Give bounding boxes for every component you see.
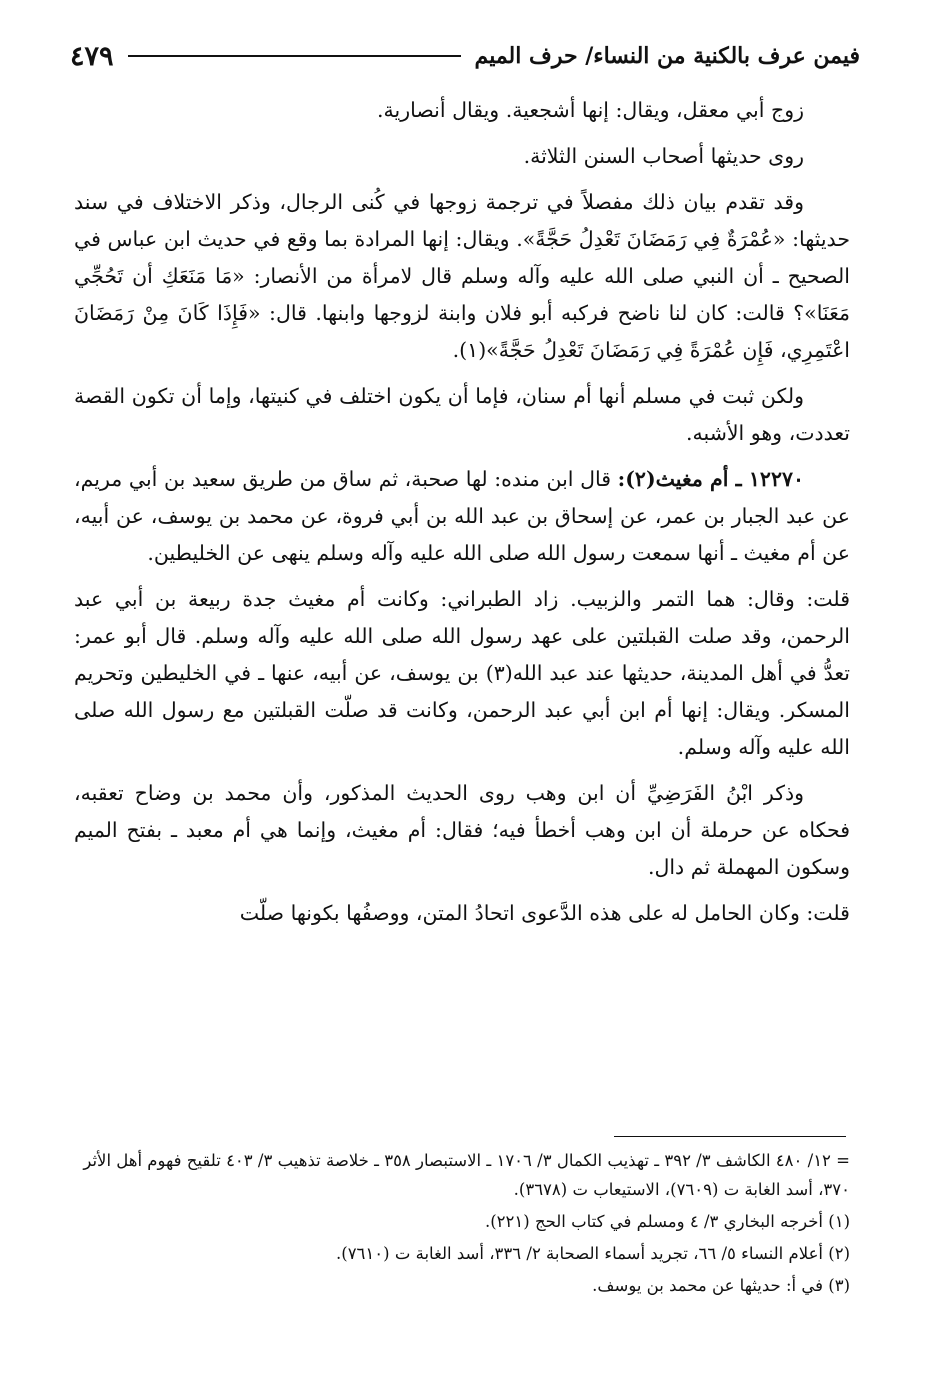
header-rule — [128, 55, 461, 57]
page-number: ٤٧٩ — [70, 40, 114, 72]
paragraph-7: وذكر ابْنُ الفَرَضِيِّ أن ابن وهب روى الحديث المذكور، وأن محمد بن وضاح تعقبه، فحكاه عن حرملة أن ابن وهب أخطأ فيه؛ فقال: أم مغيث، وإنما هي أم معبد ـ بفتح الميم وسكون المهملة ثم دال. — [74, 781, 850, 879]
entry-12270 — [74, 461, 850, 572]
footnote-separator — [614, 1136, 846, 1137]
entry-heading: ١٢٢٧٠ ـ أم مغيث(٢): — [617, 467, 804, 491]
footnote-3: (٣) في أ: حديثها عن محمد بن يوسف. — [592, 1276, 850, 1295]
paragraph-8: قلت: وكان الحامل له على هذه الدَّعوى اتحادُ المتن، ووصفُها بكونها صلّت — [239, 901, 850, 925]
paragraph-3: وقد تقدم بيان ذلك مفصلاً في ترجمة زوجها في كُنى الرجال، وذكر الاختلاف في سند حديثها: «عُمْرَةٌ فِي رَمَضَانَ تَعْدِلُ حَجَّةً». ويقال: إنها المرادة بما وقع في حديث ابن عباس في الصحيح ـ أن النبي صلى الله عليه وآله وسلم قال لامرأة من الأنصار: «مَا مَنَعَكِ أن تَحُجِّي مَعَنَا»؟ قالت: كان لنا ناضح فركبه أبو فلان وابنة لزوجها وابنها. قال: «فَإِذَا كَانَ مِنْ رَمَضَانَ اعْتَمِرِي، فَإِن عُمْرَةً فِي رَمَضَانَ تَعْدِلُ حَجَّةً»(١). — [74, 190, 850, 362]
paragraph-2: روى حديثها أصحاب السنن الثلاثة. — [523, 144, 804, 168]
paragraph-6: قلت: وقال: هما التمر والزبيب. زاد الطبراني: وكانت أم مغيث جدة ربيعة بن أبي عبد الرحمن، وقد صلت القبلتين على عهد رسول الله صلى الله عليه وآله وسلم. قال أبو عمر: تعدُّ في أهل المدينة، حديثها عند عبد الله(٣) بن يوسف، عن أبيه، عنها ـ في الخليطين وتحريم المسكر. ويقال: إنها أم ابن أبي عبد الرحمن، وكانت قد صلّت القبلتين مع رسول الله صلى الله عليه وآله وسلم. — [74, 587, 850, 759]
running-header-title: فيمن عرف بالكنية من النساء/ حرف الميم — [474, 43, 860, 69]
footnote-continuation: = ١٢/ ٤٨٠ الكاشف ٣/ ٣٩٢ ـ تهذيب الكمال ٣/ ١٧٠٦ ـ الاستبصار ٣٥٨ ـ خلاصة تذهيب ٣/ ٤٠٣ تلقيح فهوم أهل الأثر ٣٧٠، أسد الغابة ت (٧٦٠٩)، الاستيعاب ت (٣٦٧٨). — [83, 1151, 850, 1199]
main-text — [74, 92, 850, 1102]
footnotes — [74, 1146, 850, 1316]
running-header — [70, 34, 860, 78]
footnote-2: (٢) أعلام النساء ٥/ ٦٦، تجريد أسماء الصحابة ٢/ ٣٣٦، أسد الغابة ت (٧٦١٠). — [336, 1244, 850, 1263]
footnote-1: (١) أخرجه البخاري ٣/ ٤ ومسلم في كتاب الحج (٢٢١). — [484, 1212, 850, 1231]
entry-text: قال ابن منده: لها صحبة، ثم ساق من طريق سعيد بن أبي مريم، عن عبد الجبار بن عمر، عن إسحاق بن عبد الله بن أبي فروة، عن محمد بن يوسف، عن أبيه، عن أم مغيث ـ أنها سمعت رسول الله صلى الله عليه وآله وسلم ينهى عن الخليطين. — [74, 467, 850, 565]
paragraph-4: ولكن ثبت في مسلم أنها أم سنان، فإما أن يكون اختلف في كنيتها، وإما أن تكون القصة تعددت، وهو الأشبه. — [74, 384, 850, 445]
paragraph-1: زوج أبي معقل، ويقال: إنها أشجعية. ويقال أنصارية. — [377, 98, 804, 122]
